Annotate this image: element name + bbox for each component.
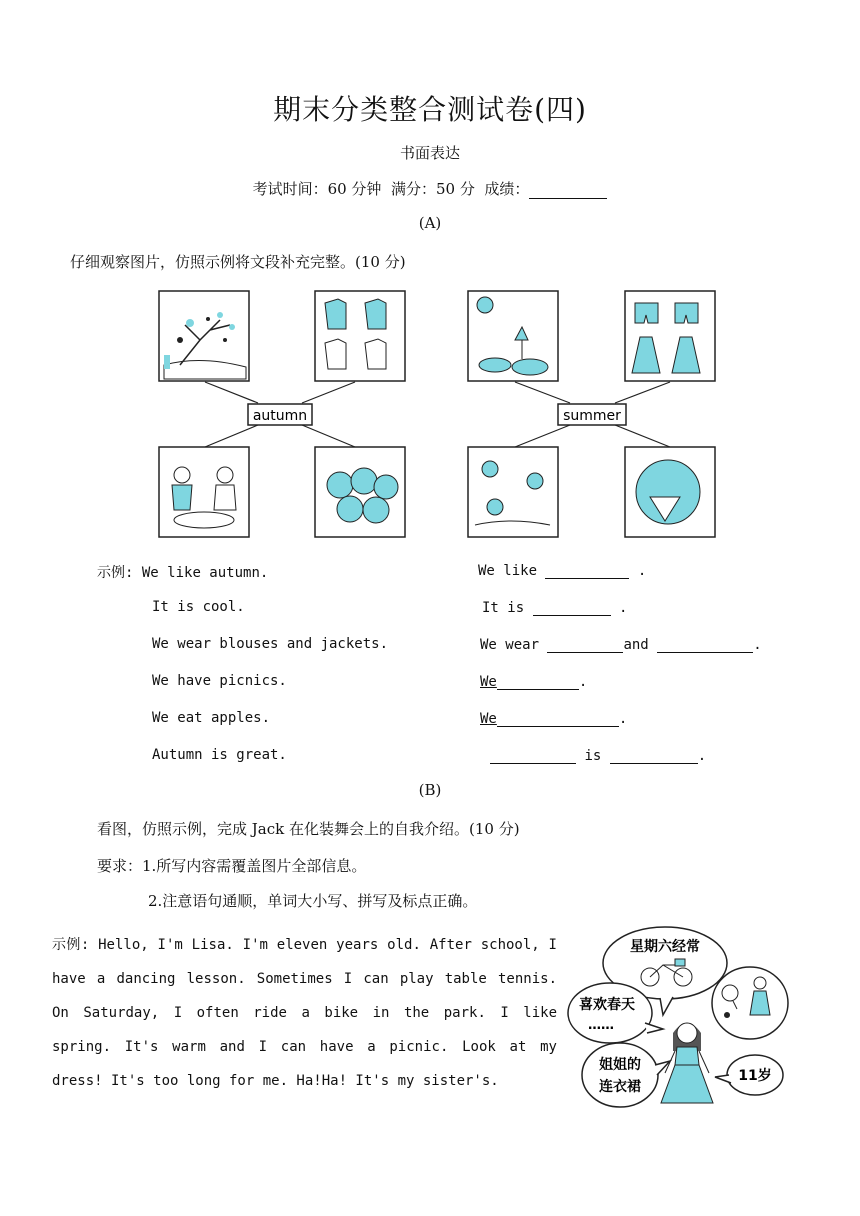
blank-clothes-2[interactable] — [657, 636, 753, 653]
example-a-line-2: It is cool. — [152, 599, 245, 615]
fill-line-2: It is . — [482, 600, 628, 616]
summer-swimming-picture — [468, 447, 558, 537]
spring-bubble-text: 喜欢春天 — [579, 997, 635, 1013]
blank-season-2[interactable] — [490, 747, 576, 764]
summer-watermelon-picture — [625, 447, 715, 537]
example-a-line-3: We wear blouses and jackets. — [152, 636, 389, 652]
autumn-clothes-picture — [315, 291, 405, 381]
score-blank[interactable] — [529, 182, 607, 199]
example-b-paragraph: 示例: Hello, I'm Lisa. I'm eleven years old. After school, I have a dancing lesson. Sometimes I can play table tennis. On Saturday, I often ride a bike in the park. I like spring. It's warm and I can have a picnic. Look at my dress! It's too long for me. Ha!Ha! It's my sister's. — [52, 937, 557, 1089]
example-a-line-1: 示例: We like autumn. — [97, 565, 269, 581]
page-subtitle: 书面表达 — [399, 144, 460, 162]
autumn-tree-picture — [159, 291, 249, 381]
section-b-instruction: 看图，仿照示例，完成 Jack 在化装舞会上的自我介绍。(10 分) — [97, 820, 520, 838]
example-a-line-6: Autumn is great. — [152, 747, 287, 763]
autumn-label: autumn — [252, 408, 308, 424]
section-a-label: (A) — [418, 214, 442, 232]
autumn-label-box — [248, 404, 312, 425]
requirement-2: 2.注意语句通顺，单词大小写、拼写及标点正确。 — [148, 892, 478, 910]
score-label: 成绩： — [484, 180, 530, 198]
example-a-line-4: We have picnics. — [152, 673, 287, 689]
fill-line-1: We like . — [478, 563, 647, 579]
dress-bubble-text-2: 连衣裙 — [599, 1079, 641, 1095]
fill-line-4: We . — [480, 674, 588, 690]
section-b-label: (B) — [418, 781, 442, 799]
blank-food[interactable] — [497, 710, 619, 727]
requirement-1: 要求：1.所写内容需覆盖图片全部信息。 — [97, 857, 367, 875]
page-title: 期末分类整合测试卷(四) — [273, 93, 587, 126]
saturday-bubble-text: 星期六经常 — [630, 939, 700, 955]
summer-lotus-picture — [468, 291, 558, 381]
fill-line-3: We wear and . — [480, 637, 762, 653]
autumn-picnic-picture — [159, 447, 249, 537]
table-tennis-bubble — [712, 967, 788, 1039]
dress-bubble-text-1: 姐姐的 — [599, 1057, 641, 1073]
blank-opinion[interactable] — [610, 747, 698, 764]
exam-time: 考试时间：60 分钟 — [252, 180, 382, 198]
summer-label: summer — [563, 408, 621, 424]
exam-info — [0, 178, 860, 199]
example-a-line-5: We eat apples. — [152, 710, 271, 726]
section-a-instruction: 仔细观察图片，仿照示例将文段补充完整。(10 分) — [70, 253, 406, 271]
dress-bubble — [582, 1043, 670, 1107]
season-diagram — [150, 285, 730, 545]
fill-line-6: is . — [490, 747, 706, 764]
spring-bubble-ellipsis: …… — [588, 1018, 614, 1033]
blank-season[interactable] — [545, 562, 629, 579]
blank-clothes-1[interactable] — [547, 636, 623, 653]
age-bubble — [715, 1055, 783, 1095]
blank-activity[interactable] — [497, 673, 579, 690]
lisa-illustration — [565, 925, 805, 1110]
blank-weather[interactable] — [533, 599, 611, 616]
age-bubble-text: 11岁 — [738, 1068, 772, 1084]
exam-full-score: 满分：50 分 — [390, 180, 475, 198]
autumn-apples-picture — [315, 447, 405, 537]
summer-label-box — [558, 404, 626, 425]
fill-line-5: We . — [480, 711, 628, 727]
summer-clothes-picture — [625, 291, 715, 381]
